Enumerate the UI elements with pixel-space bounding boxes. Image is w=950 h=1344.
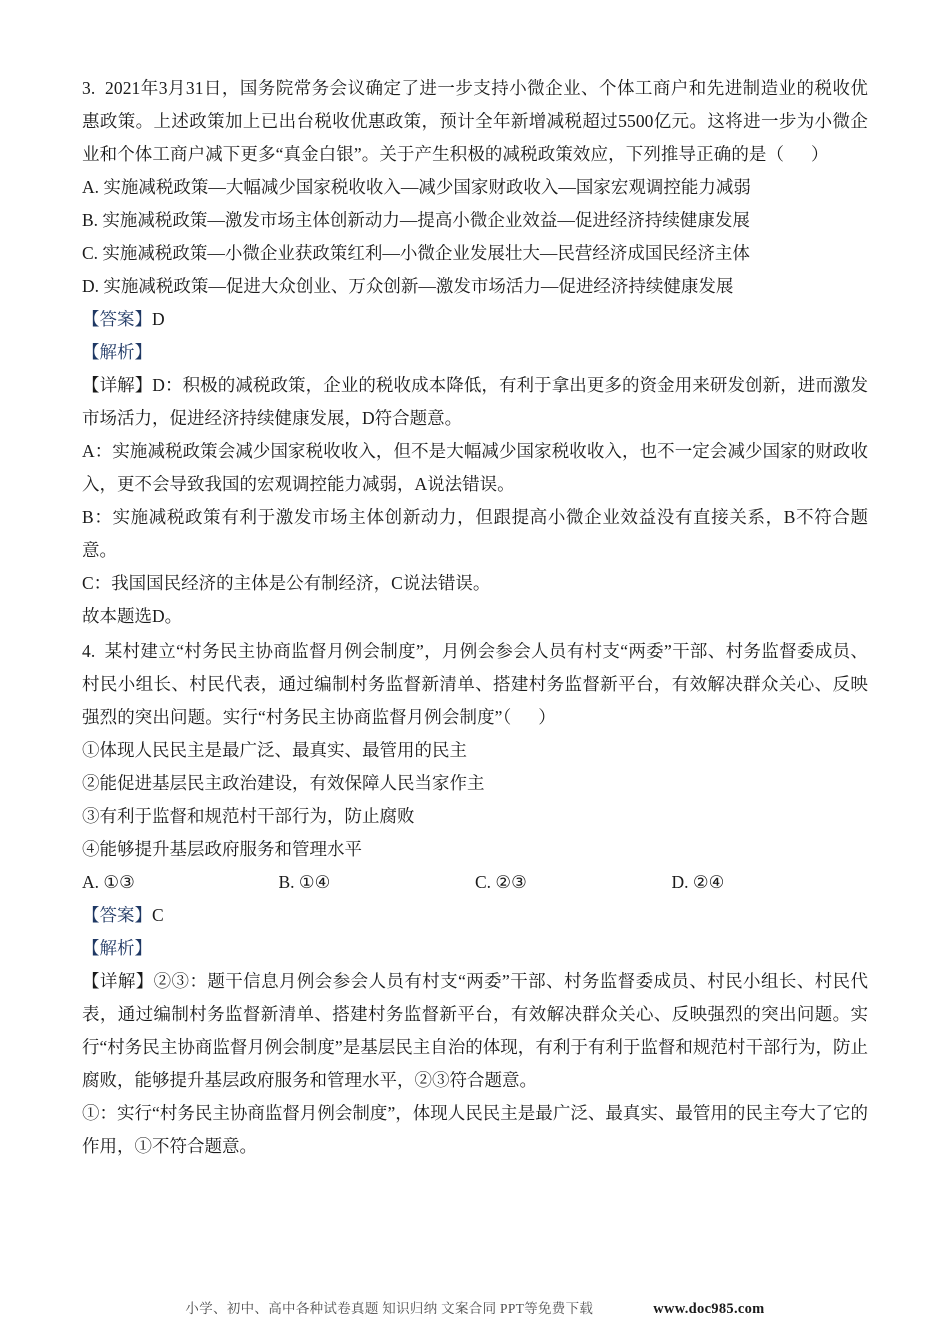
question-option: A. ①③ [82,872,135,892]
answer-line [82,303,868,336]
answer-line [82,899,868,932]
question-sub-item: ①体现人民民主是最广泛、最真实、最管用的民主 [82,740,467,760]
question-stem: 4. 某村建立“村务民主协商监督月例会制度”，月例会参会人员有村支“两委”干部、村务监督委成员、村民小组长、村民代表，通过编制村务监督新清单、搭建村务监督新平台，有效解决群众关心、反映强烈的突出问题。实行“村务民主协商监督月例会制度”（ ） [82,641,868,727]
analysis-paragraph: 【详解】D：积极的减税政策，企业的税收成本降低，有利于拿出更多的资金用来研发创新，进而激发市场活力，促进经济持续健康发展，D符合题意。 [82,375,868,428]
analysis-label: 【解析】 [82,938,152,958]
question-block-3 [82,72,868,633]
question-option: C. ②③ [475,872,527,892]
question-stem: 3. 2021年3月31日，国务院常务会议确定了进一步支持小微企业、个体工商户和先进制造业的税收优惠政策。上述政策加上已出台税收优惠政策，预计全年新增减税超过5500亿元。这将进一步为小微企业和个体工商户减下更多“真金白银”。关于产生积极的减税政策效应，下列推导正确的是（ ） [82,78,868,164]
analysis-paragraph: A：实施减税政策会减少国家税收收入，但不是大幅减少国家税收收入，也不一定会减少国家的财政收入，更不会导致我国的宏观调控能力减弱，A说法错误。 [82,441,868,494]
question-option: D. ②④ [671,872,725,892]
analysis-label: 【解析】 [82,342,152,362]
footer-text: 小学、初中、高中各种试卷真题 知识归纳 文案合同 PPT等免费下载 [185,1301,594,1316]
analysis-paragraph: B：实施减税政策有利于激发市场主体创新动力，但跟提高小微企业效益没有直接关系，B不符合题意。 [82,507,868,560]
answer-value: D [152,309,165,329]
question-option: B. 实施减税政策—激发市场主体创新动力—提高小微企业效益—促进经济持续健康发展 [82,210,750,230]
analysis-header [82,932,868,965]
footer-brand: www.doc985.com [653,1301,765,1317]
analysis-header [82,336,868,369]
answer-label: 【答案】 [82,905,152,925]
question-block-4 [82,635,868,1163]
question-option: A. 实施减税政策—大幅减少国家税收收入—减少国家财政收入—国家宏观调控能力减弱 [82,177,751,197]
question-options-row [82,866,868,899]
page-footer [0,1297,950,1318]
question-sub-item: ②能促进基层民主政治建设，有效保障人民当家作主 [82,773,485,793]
analysis-paragraph: ①：实行“村务民主协商监督月例会制度”，体现人民民主是最广泛、最真实、最管用的民主夸大了它的作用，①不符合题意。 [82,1103,868,1156]
question-sub-item: ③有利于监督和规范村干部行为，防止腐败 [82,806,415,826]
analysis-paragraph: 【详解】②③：题干信息月例会参会人员有村支“两委”干部、村务监督委成员、村民小组长、村民代表，通过编制村务监督新清单、搭建村务监督新平台，有效解决群众关心、反映强烈的突出问题。实行“村务民主协商监督月例会制度”是基层民主自治的体现，有利于有利于监督和规范村干部行为，防止腐败，能够提升基层政府服务和管理水平，②③符合题意。 [82,971,869,1090]
analysis-paragraph: 故本题选D。 [82,606,183,626]
question-option: B. ①④ [278,872,331,892]
answer-label: 【答案】 [82,309,152,329]
question-option: C. 实施减税政策—小微企业获政策红利—小微企业发展壮大—民营经济成国民经济主体 [82,243,750,263]
question-sub-item: ④能够提升基层政府服务和管理水平 [82,839,362,859]
answer-value: C [152,905,164,925]
question-option: D. 实施减税政策—促进大众创业、万众创新—激发市场活力—促进经济持续健康发展 [82,276,734,296]
analysis-paragraph: C：我国国民经济的主体是公有制经济，C说法错误。 [82,573,491,593]
